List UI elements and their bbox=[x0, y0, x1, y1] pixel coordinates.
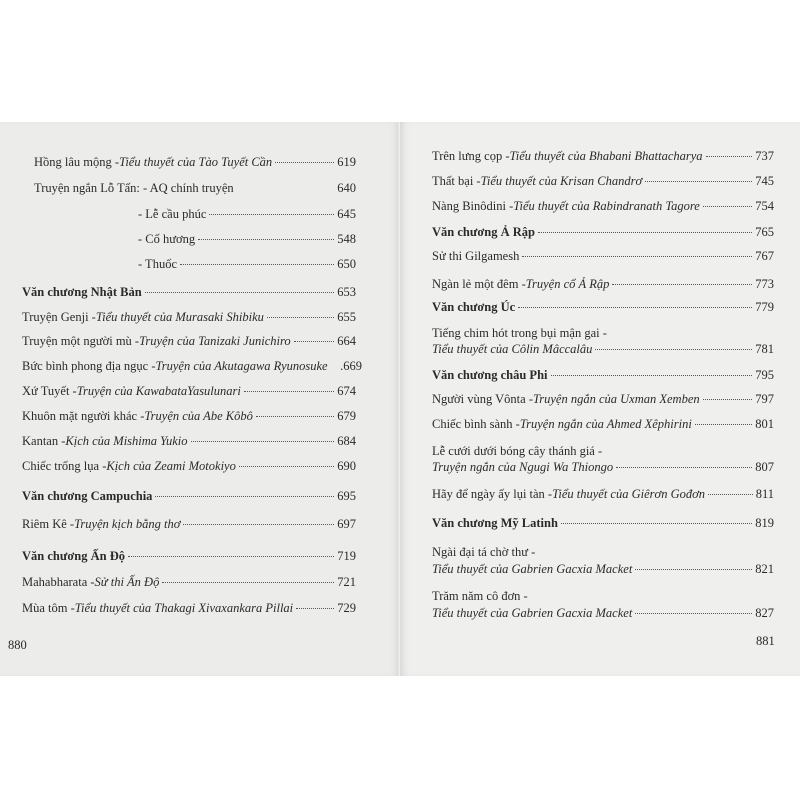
entry-subtitle: Truyện ngắn của Ngugi Wa Thiongo bbox=[432, 460, 614, 474]
leader-dots bbox=[275, 162, 334, 163]
entry-page: 548 bbox=[337, 232, 356, 246]
entry-page: 721 bbox=[337, 575, 356, 589]
toc-entry bbox=[432, 276, 774, 292]
toc-entry bbox=[22, 333, 356, 349]
entry-page: 737 bbox=[755, 149, 774, 163]
toc-entry-line1: Trăm năm cô đơn - bbox=[432, 589, 528, 603]
entry-title: Ngàn lẻ một đêm - bbox=[432, 277, 526, 291]
toc-entry bbox=[22, 433, 356, 449]
toc-entry bbox=[22, 309, 356, 325]
section-title: Văn chương Ả Rập bbox=[432, 225, 535, 239]
entry-page: 674 bbox=[337, 384, 356, 398]
left-page bbox=[0, 122, 400, 676]
section-title: Văn chương Mỹ Latinh bbox=[432, 516, 558, 530]
leader-dots bbox=[162, 582, 334, 583]
entry-subtitle: Tiểu thuyết của Krisan Chandrơ bbox=[480, 174, 643, 188]
leader-dots bbox=[256, 416, 334, 417]
page-number: 880 bbox=[8, 638, 27, 652]
entry-page: 795 bbox=[755, 368, 774, 382]
entry-subtitle: Truyện ngắn của Uxman Xemben bbox=[533, 392, 700, 406]
section-title: Văn chương Campuchia bbox=[22, 489, 153, 503]
entry-subtitle: Tiểu thuyết của Murasaki Shibiku bbox=[95, 310, 264, 324]
entry-page: 679 bbox=[337, 409, 356, 423]
section-title: Văn chương Ấn Độ bbox=[22, 549, 125, 563]
entry-subtitle: Tiểu thuyết của Gabrien Gacxia Macket bbox=[432, 606, 633, 620]
leader-dots bbox=[296, 608, 334, 609]
leader-dots bbox=[551, 375, 753, 376]
entry-title: Truyện một người mù - bbox=[22, 334, 140, 348]
entry-page: 811 bbox=[755, 487, 774, 501]
entry-title: - Lễ cầu phúc bbox=[138, 207, 207, 221]
leader-dots bbox=[183, 524, 334, 525]
entry-page: 767 bbox=[755, 249, 774, 263]
section-title: Văn chương Úc bbox=[432, 300, 516, 314]
entry-title: Truyện ngắn Lỗ Tấn: - AQ chính truyện bbox=[34, 181, 234, 195]
toc-entry bbox=[22, 458, 356, 474]
right-page bbox=[400, 122, 800, 676]
entry-page: .669 bbox=[340, 359, 362, 373]
toc-entry bbox=[138, 256, 356, 272]
leader-dots bbox=[180, 264, 334, 265]
leader-dots bbox=[703, 399, 753, 400]
entry-page: 773 bbox=[755, 277, 774, 291]
entry-page: 695 bbox=[337, 489, 356, 503]
entry-subtitle: Tiểu thuyết của Thakagi Xivaxankara Pillai bbox=[74, 601, 294, 615]
leader-dots bbox=[145, 292, 335, 293]
entry-subtitle: Tiểu thuyết của Gabrien Gacxia Macket bbox=[432, 562, 633, 576]
leader-dots bbox=[267, 317, 334, 318]
entry-subtitle: Truyện của KawabataYasulunari bbox=[76, 384, 241, 398]
toc-entry bbox=[432, 341, 774, 357]
toc-section-heading bbox=[22, 284, 356, 300]
entry-title: Hãy để ngày ấy lụi tàn - bbox=[432, 487, 553, 501]
toc-section-heading bbox=[22, 548, 356, 564]
leader-dots bbox=[595, 349, 752, 350]
entry-subtitle: Tiểu thuyết của Giêrơn Gođơn bbox=[552, 487, 706, 501]
entry-page: 807 bbox=[755, 460, 774, 474]
toc-entry bbox=[22, 358, 362, 374]
leader-dots bbox=[612, 284, 752, 285]
toc-section-heading bbox=[432, 367, 774, 383]
entry-page: 697 bbox=[337, 517, 356, 531]
entry-title: Trên lưng cọp - bbox=[432, 149, 510, 163]
toc-entry bbox=[432, 148, 774, 164]
toc-entry-line1: Ngài đại tá chờ thư - bbox=[432, 545, 536, 559]
entry-title: Hồng lâu mộng - bbox=[34, 155, 120, 169]
entry-title: - Cố hương bbox=[138, 232, 196, 246]
toc-entry bbox=[432, 198, 774, 214]
entry-subtitle: Kịch của Zeami Motokiyo bbox=[106, 459, 236, 473]
page-number: 881 bbox=[756, 634, 775, 648]
entry-page: 619 bbox=[337, 155, 356, 169]
leader-dots bbox=[198, 239, 334, 240]
entry-page: 664 bbox=[337, 334, 356, 348]
toc-entry bbox=[432, 486, 774, 502]
entry-page: 765 bbox=[755, 225, 774, 239]
entry-title: Kantan - bbox=[22, 434, 66, 448]
entry-title: Riêm Kê - bbox=[22, 517, 75, 531]
entry-page: 684 bbox=[337, 434, 356, 448]
leader-dots bbox=[522, 256, 752, 257]
leader-dots bbox=[518, 307, 752, 308]
entry-page: 653 bbox=[337, 285, 356, 299]
entry-page: 650 bbox=[337, 257, 356, 271]
entry-title: Khuôn mặt người khác - bbox=[22, 409, 145, 423]
leader-dots bbox=[561, 523, 752, 524]
entry-page: 690 bbox=[337, 459, 356, 473]
entry-page: 745 bbox=[755, 174, 774, 188]
entry-title: Người vùng Vônta - bbox=[432, 392, 533, 406]
entry-subtitle: Truyện của Abe Kôbô bbox=[144, 409, 253, 423]
leader-dots bbox=[128, 556, 334, 557]
leader-dots bbox=[616, 467, 752, 468]
entry-subtitle: Kịch của Mishima Yukio bbox=[65, 434, 188, 448]
toc-entry-line1: Lễ cưới dưới bóng cây thánh giá - bbox=[432, 444, 603, 458]
entry-page: 779 bbox=[755, 300, 774, 314]
leader-dots bbox=[708, 494, 753, 495]
leader-dots bbox=[635, 613, 752, 614]
toc-entry bbox=[22, 516, 356, 532]
toc-entry bbox=[34, 154, 356, 170]
leader-dots bbox=[191, 441, 335, 442]
entry-page: 754 bbox=[755, 199, 774, 213]
entry-subtitle: Tiểu thuyết của Bhabani Bhattacharya bbox=[509, 149, 703, 163]
toc-entry bbox=[22, 600, 356, 616]
section-title: Văn chương Nhật Bản bbox=[22, 285, 142, 299]
entry-page: 719 bbox=[337, 549, 356, 563]
toc-entry bbox=[34, 180, 356, 196]
toc-entry bbox=[432, 561, 774, 577]
entry-title: Nàng Binôdini - bbox=[432, 199, 514, 213]
entry-title: Chiếc bình sành - bbox=[432, 417, 520, 431]
entry-subtitle: Tiểu thuyết của Rabindranath Tagore bbox=[513, 199, 700, 213]
entry-title: Mùa tôm - bbox=[22, 601, 75, 615]
entry-subtitle: Truyện của Tanizaki Junichiro bbox=[139, 334, 291, 348]
leader-dots bbox=[703, 206, 752, 207]
entry-title: Xứ Tuyết - bbox=[22, 384, 77, 398]
entry-page: 655 bbox=[337, 310, 356, 324]
entry-subtitle: Truyện kịch bằng thơ bbox=[74, 517, 181, 531]
toc-entry bbox=[22, 408, 356, 424]
entry-title: Chiếc trống lụa - bbox=[22, 459, 107, 473]
toc-entry bbox=[432, 391, 774, 407]
entry-title: Mahabharata - bbox=[22, 575, 95, 589]
toc-entry bbox=[432, 248, 774, 264]
bottom-background bbox=[0, 676, 800, 800]
entry-page: 821 bbox=[755, 562, 774, 576]
toc-entry bbox=[22, 383, 356, 399]
entry-subtitle: Truyện của Akutagawa Ryunosuke bbox=[155, 359, 328, 373]
toc-entry bbox=[22, 574, 356, 590]
leader-dots bbox=[244, 391, 334, 392]
entry-page: 729 bbox=[337, 601, 356, 615]
toc-entry bbox=[432, 605, 774, 621]
section-title: Văn chương châu Phi bbox=[432, 368, 548, 382]
leader-dots bbox=[237, 188, 335, 189]
leader-dots bbox=[706, 156, 753, 157]
entry-title: Sử thi Gilgamesh bbox=[432, 249, 520, 263]
toc-entry bbox=[138, 206, 356, 222]
entry-page: 819 bbox=[755, 516, 774, 530]
entry-subtitle: Tiểu thuyết của Côlin Mâccalâu bbox=[432, 342, 593, 356]
entry-title: - Thuốc bbox=[138, 257, 177, 271]
entry-page: 827 bbox=[755, 606, 774, 620]
toc-section-heading bbox=[432, 224, 774, 240]
toc-entry bbox=[432, 173, 774, 189]
entry-subtitle: Truyện ngắn của Ahmed Xêphirini bbox=[519, 417, 692, 431]
toc-section-heading bbox=[22, 488, 356, 504]
entry-title: Truyện Genji - bbox=[22, 310, 96, 324]
entry-title: Bức bình phong địa ngục - bbox=[22, 359, 156, 373]
toc-entry bbox=[138, 231, 356, 247]
leader-dots bbox=[538, 232, 752, 233]
toc-entry bbox=[432, 459, 774, 475]
entry-page: 640 bbox=[337, 181, 356, 195]
leader-dots bbox=[155, 496, 334, 497]
leader-dots bbox=[239, 466, 334, 467]
entry-page: 781 bbox=[755, 342, 774, 356]
entry-title: Thất bại - bbox=[432, 174, 481, 188]
leader-dots bbox=[209, 214, 334, 215]
entry-subtitle: Tiểu thuyết của Tào Tuyết Cần bbox=[119, 155, 273, 169]
leader-dots bbox=[331, 366, 338, 367]
entry-subtitle: Truyện cổ Ả Rập bbox=[525, 277, 610, 291]
leader-dots bbox=[695, 424, 752, 425]
leader-dots bbox=[645, 181, 752, 182]
toc-entry-line1: Tiếng chim hót trong bụi mận gai - bbox=[432, 326, 607, 340]
toc-entry bbox=[432, 416, 774, 432]
entry-page: 645 bbox=[337, 207, 356, 221]
leader-dots bbox=[635, 569, 752, 570]
toc-section-heading bbox=[432, 515, 774, 531]
entry-page: 801 bbox=[755, 417, 774, 431]
leader-dots bbox=[294, 341, 335, 342]
top-background bbox=[0, 0, 800, 122]
toc-section-heading bbox=[432, 299, 774, 315]
entry-page: 797 bbox=[755, 392, 774, 406]
entry-subtitle: Sử thi Ấn Độ bbox=[94, 575, 160, 589]
